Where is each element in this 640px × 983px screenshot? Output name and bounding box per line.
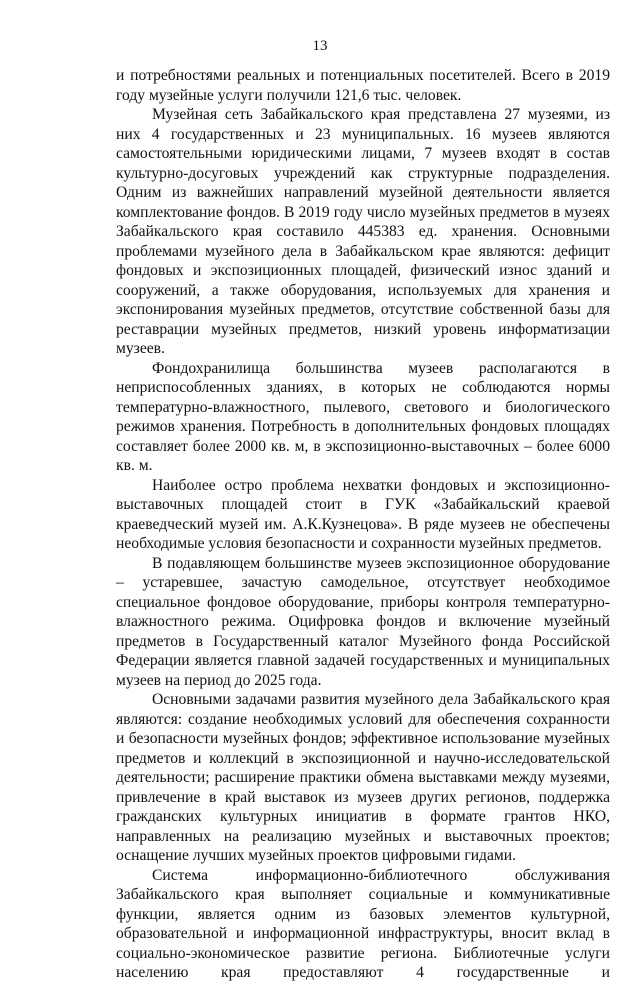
paragraph-development-tasks: Основными задачами развития музейного дела Забайкальского края являются: создание необходимых условий для обеспечения сохранности и безопасности музейных фондов; эффективное использование музейных предметов и коллекций в экспозиционной и научно-исследовательской деятельности; расширение практики обмена выставками между музеями, привлечение в край выставок из музеев других регионов, поддержка гражданских культурных инициатив в формате грантов НКО, направленных на реализацию музейных и выставочных проектов; оснащение лучших музейных проектов цифровыми гидами. [116, 691, 610, 864]
paragraph-visitors-total: и потребностями реальных и потенциальных посетителей. Всего в 2019 году музейные услуги получили 121,6 тыс. человек. [116, 67, 610, 104]
paragraph-space-shortage: Наиболее остро проблема нехватки фондовых и экспозиционно-выставочных площадей стоит в ГУК «Забайкальский краевой краеведческий музей им. А.К.Кузнецова». В ряде музеев не обеспечены необходимые условия безопасности и сохранности музейных предметов. [116, 476, 610, 552]
paragraph-storage-facilities: Фондохранилища большинства музеев располагаются в неприспособленных зданиях, в которых не соблюдаются нормы температурно-влажностного, пылевого, светового и биологического режимов хранения. Потребность в дополнительных фондовых площадях составляет более 2000 кв. м, в экспозиционно-выставочных – более 6000 кв. м. [116, 359, 610, 474]
paragraph-library-system: Система информационно-библиотечного обслуживания Забайкальского края выполняет социальные и коммуникативные функции, является одним из базовых элементов культурной, образовательной и информационной инфраструктуры, вносит вклад в социально-экономическое развитие региона. Библиотечные услуги населению края предоставляют 4 государственные и [116, 866, 610, 981]
page-number: 13 [312, 38, 328, 54]
paragraph-exhibition-equipment: В подавляющем большинстве музеев экспозиционное оборудование – устаревшее, зачастую самодельное, отсутствует необходимое специальное фондовое оборудование, приборы контроля температурно-влажностного режима. Оцифровка фондов и включение музейный предметов в Государственный каталог Музейного фонда Российской Федерации является главной задачей государственных и муниципальных музеев на период до 2025 года. [116, 554, 610, 689]
document-body [116, 66, 610, 983]
paragraph-museum-network: Музейная сеть Забайкальского края представлена 27 музеями, из них 4 государственных и 23 муниципальных. 16 музеев являются самостоятельными юридическими лицами, 7 музеев входят в состав культурно-досуговых учреждений как структурные подразделения. Одним из важнейших направлений музейной деятельности является комплектование фондов. В 2019 году число музейных предметов в музеях Забайкальского края составило 445383 ед. хранения. Основными проблемами музейного дела в Забайкальском крае являются: дефицит фондовых и экспозиционных площадей, физический износ зданий и сооружений, а также оборудования, используемых для хранения и экспонирования музейных предметов, отсутствие собственной базы для реставрации музейных предметов, низкий уровень информатизации музеев. [116, 106, 610, 357]
